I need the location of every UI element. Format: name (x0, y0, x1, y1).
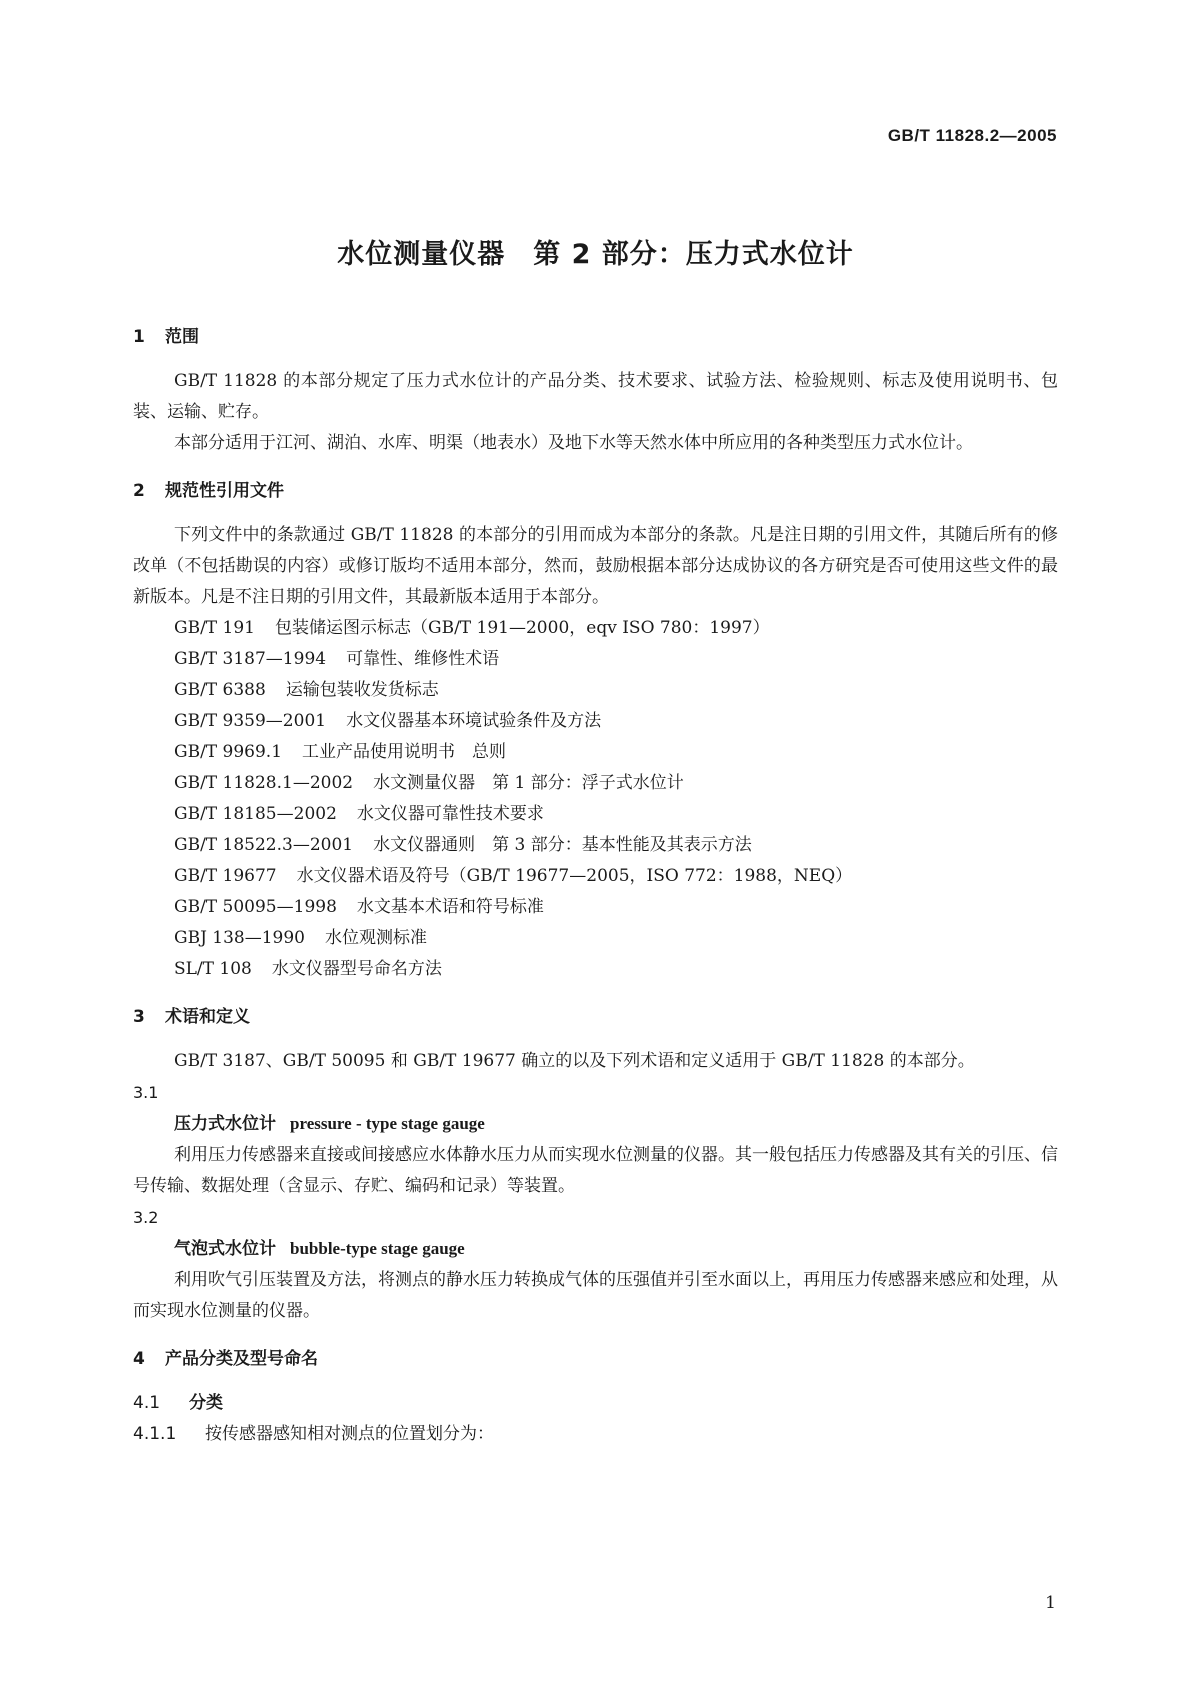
document-title: 水位测量仪器 第 2 部分：压力式水位计 (337, 239, 854, 270)
reference-item (133, 799, 1058, 830)
term-english: bubble-type stage gauge (290, 1239, 465, 1258)
reference-code: GB/T 191 (174, 618, 255, 638)
reference-item (133, 892, 1058, 923)
document-body (133, 322, 1058, 1450)
term-number: 3.2 (133, 1208, 159, 1227)
reference-title: 可靠性、维修性术语 (346, 649, 500, 669)
reference-item (133, 644, 1058, 675)
section-number: 1 (133, 327, 145, 347)
section-title: 规范性引用文件 (165, 481, 284, 501)
reference-title: 运输包装收发货标志 (285, 680, 439, 700)
standard-code: GB/T 11828.2—2005 (887, 126, 1057, 145)
clause-number: 4.1.1 (133, 1424, 177, 1444)
reference-title: 水文测量仪器 第 1 部分：浮子式水位计 (373, 773, 684, 793)
section-number: 3 (133, 1007, 145, 1027)
reference-item (133, 613, 1058, 644)
paragraph: GB/T 11828 的本部分规定了压力式水位计的产品分类、技术要求、试验方法、检验规则、标志及使用说明书、包装、运输、贮存。 (133, 371, 1058, 422)
page-number: 1 (1045, 1593, 1056, 1613)
paragraph: 本部分适用于江河、湖泊、水库、明渠（地表水）及地下水等天然水体中所应用的各种类型压力式水位计。 (174, 433, 973, 453)
reference-code: GB/T 19677 (174, 866, 277, 886)
section-title: 术语和定义 (165, 1007, 250, 1027)
term-entry (133, 1233, 1058, 1265)
term-chinese: 压力式水位计 (174, 1114, 276, 1134)
term-english: pressure - type stage gauge (290, 1114, 485, 1133)
reference-code: SL/T 108 (174, 959, 252, 979)
reference-code: GB/T 11828.1—2002 (174, 773, 354, 793)
term-number: 3.1 (133, 1083, 159, 1102)
reference-item (133, 861, 1058, 892)
reference-title: 水文仪器通则 第 3 部分：基本性能及其表示方法 (373, 835, 752, 855)
reference-code: GB/T 18522.3—2001 (174, 835, 354, 855)
paragraph: GB/T 3187、GB/T 50095 和 GB/T 19677 确立的以及下列术语和定义适用于 GB/T 11828 的本部分。 (174, 1051, 975, 1071)
clause-text: 按传感器感知相对测点的位置划分为： (205, 1424, 494, 1444)
section-title: 范围 (165, 327, 199, 347)
reference-item (133, 923, 1058, 954)
subsection-number: 4.1 (133, 1393, 161, 1413)
reference-code: GB/T 9969.1 (174, 742, 283, 762)
section-heading (133, 476, 1058, 507)
reference-code: GBJ 138—1990 (174, 928, 306, 948)
reference-title: 工业产品使用说明书 总则 (302, 742, 507, 762)
reference-title: 包装储运图示标志（GB/T 191—2000，eqv ISO 780：1997） (275, 618, 770, 638)
reference-code: GB/T 9359—2001 (174, 711, 327, 731)
subsection-heading (133, 1388, 1058, 1419)
reference-item (133, 737, 1058, 768)
paragraph: 下列文件中的条款通过 GB/T 11828 的本部分的引用而成为本部分的条款。凡是注日期的引用文件，其随后所有的修改单（不包括勘误的内容）或修订版均不适用本部分，然而，鼓励根据本部分达成协议的各方研究是否可使用这些文件的最新版本。凡是不注日期的引用文件，其最新版本适用于本部分。 (133, 525, 1058, 607)
reference-item (133, 768, 1058, 799)
reference-title: 水文仪器基本环境试验条件及方法 (346, 711, 602, 731)
section-number: 4 (133, 1349, 145, 1369)
reference-code: GB/T 18185—2002 (174, 804, 337, 824)
reference-item (133, 706, 1058, 737)
reference-title: 水文仪器可靠性技术要求 (356, 804, 544, 824)
section-heading (133, 1344, 1058, 1375)
reference-item (133, 954, 1058, 985)
reference-item (133, 675, 1058, 706)
reference-code: GB/T 3187—1994 (174, 649, 327, 669)
term-chinese: 气泡式水位计 (174, 1239, 276, 1259)
term-definition: 利用吹气引压装置及方法，将测点的静水压力转换成气体的压强值并引至水面以上，再用压力传感器来感应和处理，从而实现水位测量的仪器。 (133, 1270, 1058, 1321)
section-heading (133, 322, 1058, 353)
reference-title: 水文仪器型号命名方法 (271, 959, 442, 979)
section-number: 2 (133, 481, 145, 501)
section-heading (133, 1002, 1058, 1033)
reference-code: GB/T 50095—1998 (174, 897, 337, 917)
reference-title: 水文仪器术语及符号（GB/T 19677—2005，ISO 772：1988，NEQ） (296, 866, 853, 886)
reference-item (133, 830, 1058, 861)
reference-code: GB/T 6388 (174, 680, 266, 700)
reference-title: 水文基本术语和符号标准 (356, 897, 544, 917)
term-entry (133, 1108, 1058, 1140)
reference-title: 水位观测标准 (325, 928, 428, 948)
clause (133, 1419, 1058, 1450)
term-definition: 利用压力传感器来直接或间接感应水体静水压力从而实现水位测量的仪器。其一般包括压力传感器及其有关的引压、信号传输、数据处理（含显示、存贮、编码和记录）等装置。 (133, 1145, 1058, 1196)
section-title: 产品分类及型号命名 (165, 1349, 318, 1369)
subsection-title: 分类 (189, 1393, 223, 1413)
